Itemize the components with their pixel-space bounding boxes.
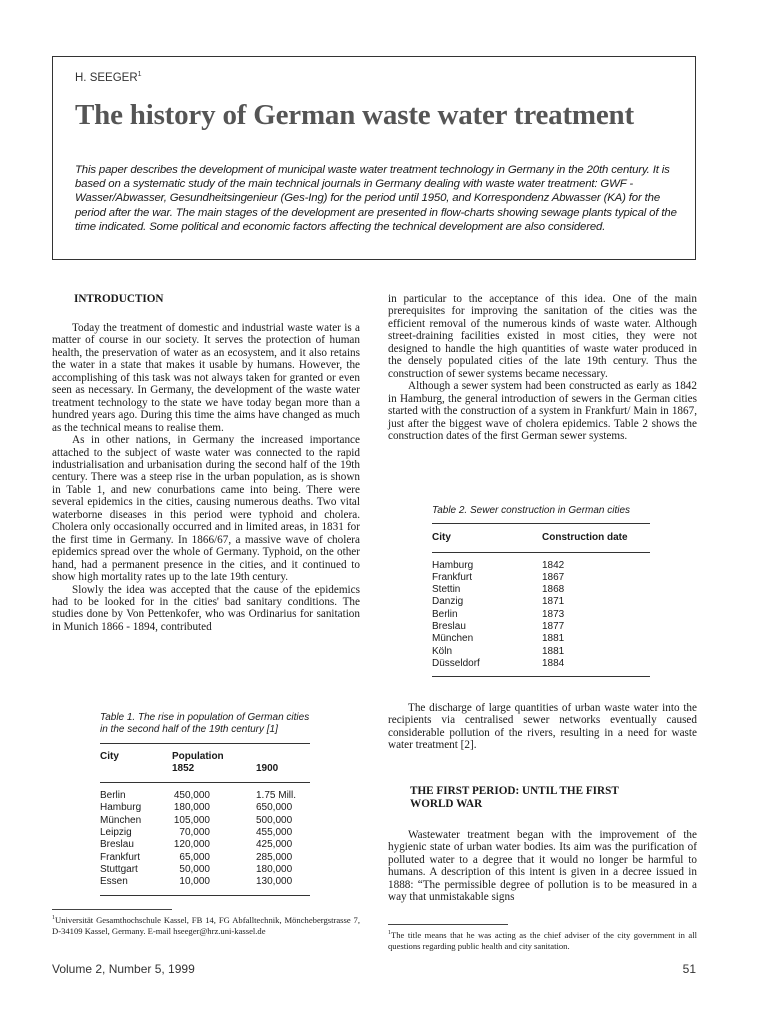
section-heading-introduction: INTRODUCTION: [74, 293, 164, 305]
city-cell: Berlin: [432, 608, 458, 620]
table-row: [100, 815, 310, 827]
column-header-date: Construction date: [542, 532, 628, 544]
population-1900-cell: 130,000: [256, 876, 293, 888]
footnote-rule: [388, 924, 508, 925]
table-row: [432, 646, 650, 658]
right-column-bottom: [388, 702, 697, 904]
population-1900-cell: 1.75 Mill.: [256, 790, 297, 802]
table-row: [432, 596, 650, 608]
table-rule: [432, 676, 650, 677]
table-row: [432, 609, 650, 621]
population-1852-cell: 120,000: [173, 839, 210, 851]
table-1: [100, 712, 310, 896]
article-title: The history of German waste water treatment: [75, 99, 634, 131]
city-cell: Berlin: [100, 790, 126, 802]
construction-date-cell: 1873: [542, 608, 565, 620]
population-1900-cell: 455,000: [256, 827, 293, 839]
table-row: [432, 658, 650, 670]
paragraph: Wastewater treatment began with the improvement of the hygienic state of urban water bodies. Its aim was the purification of polluted water to a degree that it would no longer be harmful to humans. A description of this intent is given in a decree issued in 1888: “The permissible degree of pollution is to be measured in a way that unmistakable signs: [388, 828, 697, 904]
table-row: [100, 864, 310, 876]
table-row: [100, 802, 310, 814]
table-row: [100, 839, 310, 851]
population-1852-cell: 70,000: [179, 827, 210, 839]
population-1900-cell: 425,000: [256, 839, 293, 851]
table-body: [100, 790, 310, 888]
city-cell: Stettin: [432, 584, 461, 596]
city-cell: Breslau: [432, 621, 466, 633]
footnote-affiliation: $^1$Universität Gesamthochschule Kassel, FB 14, FG Abfalltechnik, Mönchebergstrasse 7, D-34109 Kassel, Germany. E-mail hseeger@hrz.uni-kassel.de: [52, 914, 360, 936]
table-rule: [432, 523, 650, 524]
article-header: [52, 56, 696, 260]
city-cell: Köln: [432, 645, 453, 657]
section-heading-first-period: THE FIRST PERIOD: UNTIL THE FIRST WORLD WAR: [410, 784, 619, 810]
column-header-city: City: [100, 750, 119, 762]
construction-date-cell: 1881: [542, 645, 565, 657]
table-rule: [100, 895, 310, 896]
city-cell: Danzig: [432, 596, 464, 608]
table-caption: Table 2. Sewer construction in German cities: [432, 505, 631, 516]
table-header-row: [432, 532, 650, 544]
column-header-city: City: [432, 532, 451, 544]
table-body: [432, 560, 650, 671]
table-row: [100, 852, 310, 864]
table-caption: Table 1. The rise in population of German cities in the second half of the 19th century [1]: [100, 712, 310, 736]
construction-date-cell: 1884: [542, 657, 565, 669]
table-row: [432, 621, 650, 633]
construction-date-cell: 1881: [542, 633, 565, 645]
construction-date-cell: 1867: [542, 571, 565, 583]
paragraph: The discharge of large quantities of urban waste water into the recipients via centralised sewer networks eventually caused considerable pollution of the rivers, resulting in a need for waste water treatment [2].: [388, 702, 697, 752]
table-rule: [100, 782, 310, 783]
paragraph: As in other nations, in Germany the increased importance attached to the subject of waste water was connected to the rapid industrialisation and urbanisation during the second half of the 19th century. There was a steep rise in the urban population, as is shown in Table 1, and new conurbations came into being. There were several epidemics in the cities, causing numerous deaths. Two vital waterborne diseases in this period were typhoid and cholera. Cholera only occasionally occurred and in limited areas, in 1831 for the first time in Germany. In 1866/67, a massive wave of cholera epidemics spread over the whole of Germany. Typhoid, on the other hand, had a permanent presence in the cities, and it continued to show high mortality rates up to the late 19th century.: [52, 434, 360, 584]
table-rule: [100, 743, 310, 744]
column-header-1900: 1900: [256, 762, 279, 774]
population-1900-cell: 285,000: [256, 851, 293, 863]
column-header-population: Population: [172, 750, 224, 762]
population-1852-cell: 180,000: [173, 802, 210, 814]
city-cell: Breslau: [100, 839, 134, 851]
paragraph: Today the treatment of domestic and industrial waste water is a matter of course in our society. It serves the protection of human health, the preservation of water as an ecosystem, and it also retains the water in a state that makes it usable by humans. However, the accomplishing of this task was not always taken for granted or even seen as necessary. In Germany, the development of the waste water treatment technology to the state we have today began more than a hundred years ago. During this time the aims have changed as much as the technical means to realise them.: [52, 322, 360, 434]
construction-date-cell: 1842: [542, 559, 565, 571]
table-row: [432, 560, 650, 572]
population-1900-cell: 500,000: [256, 814, 293, 826]
city-cell: München: [432, 633, 474, 645]
table-row: [100, 827, 310, 839]
page-number: 51: [682, 962, 696, 976]
table-row: [100, 876, 310, 888]
construction-date-cell: 1871: [542, 596, 565, 608]
table-row: [100, 790, 310, 802]
paragraph: in particular to the acceptance of this idea. One of the main prerequisites for improving the sanitation of the cities was the efficient removal of the numerous kinds of waste water. Although street-draining facilities existed in most cities, they were not designed to handle the high quantities of waste water produced in the densely populated cities of the late 19th century. Thus the construction of sewer systems became necessary.: [388, 293, 697, 380]
city-cell: München: [100, 814, 142, 826]
city-cell: Stuttgart: [100, 863, 138, 875]
table-row: [432, 584, 650, 596]
city-cell: Essen: [100, 876, 128, 888]
city-cell: Hamburg: [100, 802, 142, 814]
population-1852-cell: 450,000: [173, 790, 210, 802]
city-cell: Frankfurt: [100, 851, 141, 863]
paragraph: Although a sewer system had been constructed as early as 1842 in Hamburg, the general introduction of sewers in the German cities started with the construction of a system in Frankfurt/ Main in 1867, just after the biggest wave of cholera epidemics. Table 2 shows the construction dates of the first German sewer systems.: [388, 380, 697, 442]
volume-info: Volume 2, Number 5, 1999: [52, 962, 195, 976]
population-1900-cell: 650,000: [256, 802, 293, 814]
footnote-rule: [52, 909, 172, 910]
population-1852-cell: 105,000: [173, 814, 210, 826]
city-cell: Leipzig: [100, 827, 132, 839]
population-1852-cell: 10,000: [179, 876, 210, 888]
author: H. SEEGER$^1$: [75, 71, 142, 84]
paragraph: Slowly the idea was accepted that the cause of the epidemics had to be looked for in the cities' bad sanitary conditions. The studies done by Von Pettenkofer, who was Ordinarius for sanitation in Munich 1866 - 1894, contributed: [52, 583, 360, 633]
left-column: [52, 293, 360, 633]
column-header-1852: 1852: [172, 762, 195, 774]
table-row: [432, 572, 650, 584]
footnote-title-meaning: $^1$The title means that he was acting as the chief adviser of the city government in all questions regarding public health and city sanitation.: [388, 929, 697, 951]
right-column-top: [388, 293, 697, 442]
city-cell: Frankfurt: [432, 571, 473, 583]
city-cell: Düsseldorf: [432, 657, 480, 669]
table-row: [432, 633, 650, 645]
population-1852-cell: 50,000: [179, 863, 210, 875]
table-rule: [432, 552, 650, 553]
city-cell: Hamburg: [432, 559, 474, 571]
population-1900-cell: 180,000: [256, 863, 293, 875]
table-header-row: [100, 763, 310, 775]
population-1852-cell: 65,000: [179, 851, 210, 863]
abstract: This paper describes the development of municipal waste water treatment technology in Germany in the 20th century. It is based on a systematic study of the main technical journals in Germany dealing with waste water treatment: GWF - Wasser/Abwasser, Gesundheitsingenieur (Ges-Ing) for the period until 1950, and Korrespondenz Abwasser (KA) for the period after the war. The main stages of the development are presented in flow-charts showing sewage plants typical of the time indicated. Some political and economic factors affecting the technical development are also considered.: [75, 164, 677, 233]
construction-date-cell: 1868: [542, 584, 565, 596]
construction-date-cell: 1877: [542, 621, 565, 633]
table-2: [432, 505, 650, 677]
table-header-row: [100, 751, 310, 763]
